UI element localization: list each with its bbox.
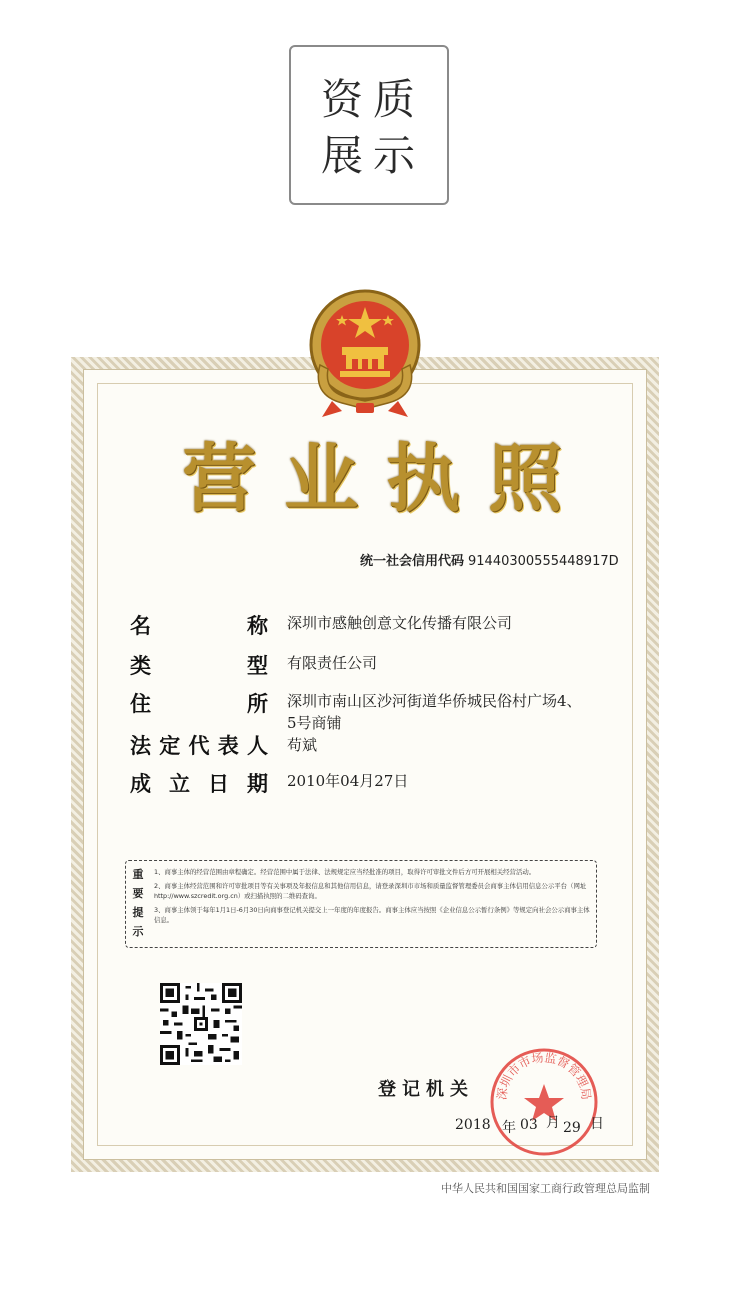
- credit-code-value: 91440300555448917D: [468, 554, 619, 569]
- issue-month: 03: [520, 1117, 538, 1133]
- header-char: 示: [373, 131, 416, 180]
- notice-text: [154, 867, 590, 929]
- label-char: 名: [130, 614, 151, 638]
- title-char: 执: [386, 436, 460, 522]
- label-char: 称: [247, 614, 268, 638]
- label-char: 型: [247, 654, 268, 678]
- label-char: 立: [169, 772, 190, 796]
- field-label-type: [130, 650, 268, 680]
- issue-day-unit: 日: [590, 1116, 604, 1132]
- label-char: 类: [130, 654, 151, 678]
- notice-item: 2、商事主体经营范围和许可审批项目等有关事项及年报信息和其他信用信息，请登录深圳市市场和质量监督管理委员会商事主体信用信息公示平台（网址http://www.szcredit.org.cn）或扫描执照的二维码查询。: [154, 881, 587, 900]
- important-notice-box: [125, 860, 597, 948]
- label-char: 成: [130, 772, 151, 796]
- notice-side-label: [130, 865, 146, 941]
- field-value-name: 深圳市感触创意文化传播有限公司: [287, 614, 513, 632]
- field-label-founded-date: [130, 768, 268, 798]
- issue-day: 29: [563, 1120, 581, 1136]
- header-char: 资: [321, 75, 364, 124]
- notice-item: 3、商事主体领于每年1月1日-6月30日向商事登记机关提交上一年度的年度报告。商事主体应当按照《企业信息公示暂行条例》等规定向社会公示商事主体信息。: [154, 905, 590, 924]
- issue-year-unit: 年: [502, 1120, 516, 1136]
- label-char: 住: [130, 692, 151, 716]
- license-title: [182, 436, 562, 522]
- field-value-type: 有限责任公司: [287, 654, 378, 672]
- header-badge: [289, 45, 449, 205]
- issuer-footer: 中华人民共和国国家工商行政管理总局监制: [441, 1182, 650, 1195]
- issue-year: 2018: [455, 1117, 491, 1133]
- header-char: 展: [321, 131, 364, 180]
- notice-item: 1、商事主体的经营范围由章程确定。经营范围中属于法律、法规规定应当经批准的项目，取得许可审批文件后方可开展相关经营活动。: [154, 868, 536, 876]
- notice-char: 要: [132, 887, 144, 900]
- title-char: 营: [182, 436, 256, 522]
- seal-text: 深圳市市场监督管理局: [494, 1050, 594, 1101]
- title-char: 照: [488, 436, 562, 522]
- field-value-address: 深圳市南山区沙河街道华侨城民俗村广场4、5号商铺: [287, 692, 582, 732]
- credit-code-line: [360, 550, 619, 569]
- label-char: 法: [130, 734, 151, 758]
- notice-char: 提: [132, 906, 144, 919]
- qr-code-icon: [160, 983, 242, 1065]
- field-value-founded-date: 2010年04月27日: [287, 772, 409, 790]
- field-label-legal-rep: [130, 730, 268, 760]
- label-char: 定: [159, 734, 181, 758]
- title-char: 业: [284, 436, 358, 522]
- notice-char: 示: [132, 925, 144, 938]
- field-label-name: [130, 610, 268, 640]
- registration-authority-label: 登记机关: [378, 1079, 474, 1100]
- header-char: 质: [373, 75, 416, 124]
- field-label-address: [130, 688, 268, 718]
- label-char: 日: [208, 772, 229, 796]
- field-value-legal-rep: 苟斌: [287, 736, 318, 754]
- label-char: 人: [247, 734, 268, 758]
- notice-char: 重: [132, 868, 144, 881]
- issue-month-unit: 月: [546, 1115, 560, 1131]
- label-char: 所: [247, 692, 268, 716]
- label-char: 代: [188, 734, 210, 758]
- label-char: 表: [217, 734, 239, 758]
- national-emblem-icon: [302, 285, 428, 420]
- official-seal-icon: [488, 1046, 600, 1158]
- label-char: 期: [247, 772, 268, 796]
- credit-code-label: 统一社会信用代码: [360, 554, 465, 569]
